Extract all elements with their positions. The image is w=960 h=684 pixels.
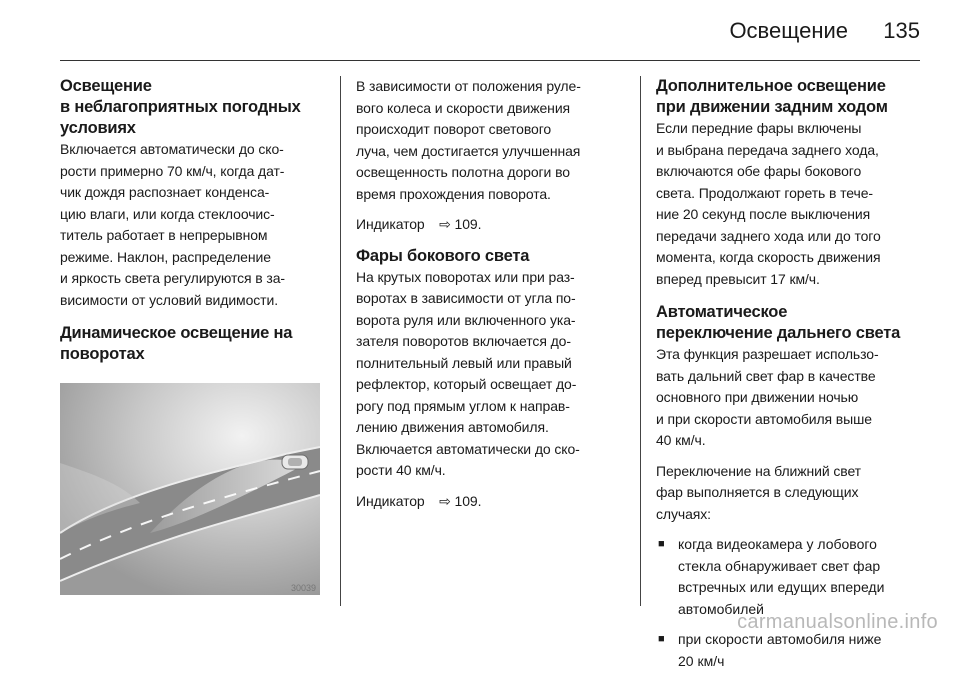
column-divider-left — [340, 76, 341, 606]
section-heading: Динамическое освещение на поворотах — [60, 324, 293, 363]
column-middle — [356, 76, 618, 524]
section-body: Если передние фары включены и выбрана передача заднего хода, включаются обе фары бокового света. Продолжают гореть в тече- ние 20 секунд после выключения передачи заднего хода или до того момента, когда скорость движения вперед превысит 17 км/ч. — [656, 120, 881, 287]
section-adverse-weather-lighting — [60, 76, 322, 311]
section-heading: Дополнительное освещение при движении задним ходом — [656, 77, 888, 116]
section-heading: Автоматическое переключение дальнего света — [656, 303, 901, 342]
road-curve-image — [60, 383, 320, 595]
list-item: ■ при скорости автомобиля ниже 20 км/ч — [656, 629, 918, 672]
page-header — [0, 0, 960, 58]
figure-number: 30039 — [290, 583, 316, 593]
section-heading: Освещение в неблагоприятных погодных условиях — [60, 77, 301, 137]
header-rule — [60, 60, 920, 61]
section-body: Переключение на ближний свет фар выполняется в следующих случаях: — [656, 462, 861, 522]
section-dynamic-curve-lighting — [60, 323, 322, 365]
section-body: Включается автоматически до ско- рости примерно 70 км/ч, когда дат- чик дождя распознает конденса- цию влаги, или когда стеклоочис- титель работает в непрерывном режиме. Наклон, распределение и яркость света регулируются в за- висимости от условий видимости. — [60, 141, 285, 308]
section-heading: Фары бокового света — [356, 246, 530, 265]
indicator-reference: Индикатор ⇨ 109. — [356, 492, 482, 509]
page-number: 135 — [883, 18, 920, 43]
paragraph-curve-lighting: В зависимости от положения руле- вого колеса и скорости движения происходит поворот светового луча, чем достигается улучшенная освещенность полотна дороги во время прохождения поворота. — [356, 78, 581, 202]
section-reverse-lighting — [656, 76, 918, 290]
watermark: carmanualsonline.info — [737, 611, 938, 633]
bullet-square-icon: ■ — [658, 633, 665, 645]
section-body: Эта функция разрешает использо- вать дальний свет фар в качестве основного при движении ночью и при скорости автомобиля выше 40 км/ч. — [656, 346, 879, 448]
running-title: Освещение — [729, 18, 848, 43]
bullet-square-icon: ■ — [658, 538, 665, 550]
curve-lighting-illustration — [60, 383, 320, 595]
list-item: ■ когда видеокамера у лобового стекла обнаруживает свет фар встречных или едущих впереди автомобилей — [656, 534, 918, 620]
column-left — [60, 76, 322, 595]
column-divider-right — [640, 76, 641, 606]
section-body: На крутых поворотах или при раз- воротах в зависимости от угла по- ворота руля или включенного ука- зателя поворотов включается до- полнительный левый или правый рефлектор, который освещает до- рогу под прямым углом к направ- лению движения автомобиля. Включается автоматически до ско- рости 40 км/ч. — [356, 268, 580, 478]
column-right — [656, 76, 918, 684]
section-cornering-lights — [356, 246, 618, 513]
indicator-reference: Индикатор ⇨ 109. — [356, 216, 482, 232]
